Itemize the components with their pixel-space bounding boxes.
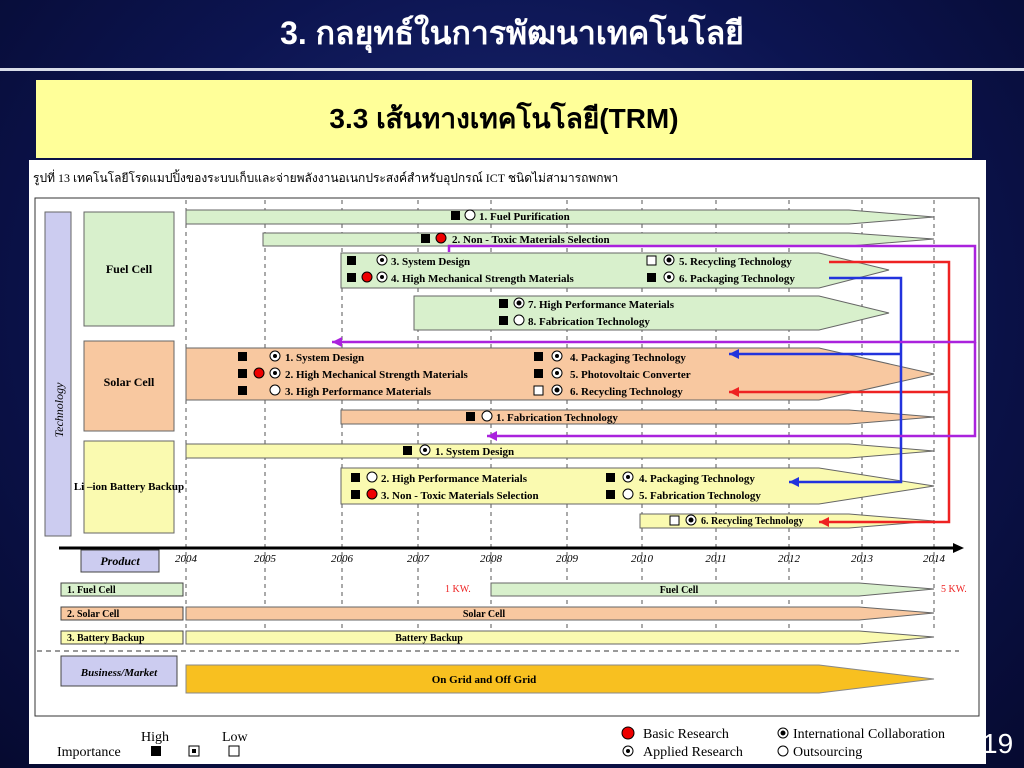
product-bar-battery-label: Battery Backup: [395, 633, 463, 644]
item-non-toxic-bb: 3. Non - Toxic Materials Selection: [381, 490, 539, 502]
product-label: Product: [100, 554, 140, 568]
title-divider: [0, 68, 1024, 71]
year-2012: 2012: [778, 553, 800, 565]
roadmap-caption: รูปที่ 13 เทคโนโลยีโรดแมปปิ้งของระบบเก็บและจ่ายพลังงานอเนกประสงค์สำหรับอุปกรณ์ ICT ชนิดไม่สามารถพกพา: [33, 171, 619, 185]
product-tag-solar-cell-label: 2. Solar Cell: [67, 609, 120, 620]
item-packaging-bb: 4. Packaging Technology: [639, 473, 755, 485]
product-bar-solar-cell: [186, 607, 934, 620]
year-2008: 2008: [480, 553, 502, 565]
bar-fabrication-sc: [341, 410, 934, 424]
year-2006: 2006: [331, 553, 353, 565]
item-fabrication-bb: 5. Fabrication Technology: [639, 490, 761, 502]
technology-label: Technology: [52, 382, 66, 438]
product-bar-fuel-cell: [491, 583, 934, 596]
year-2004: 2004: [175, 553, 197, 565]
slide-subtitle: 3.3 เส้นทางเทคโนโลยี(TRM): [36, 80, 972, 158]
year-2011: 2011: [705, 553, 727, 565]
product-bar-solar-cell-label: Solar Cell: [462, 609, 506, 620]
legend-international: International Collaboration: [793, 727, 946, 742]
item-high-perf-fc: 7. High Performance Materials: [528, 299, 675, 311]
legend-importance: Importance: [57, 745, 121, 760]
category-solar-cell-label: Solar Cell: [103, 375, 155, 389]
product-start-mark: 1 KW.: [445, 584, 471, 595]
business-bar: [186, 665, 934, 693]
product-end-mark: 5 KW.: [941, 584, 967, 595]
year-2014: 2014: [923, 553, 945, 565]
product-tag-fuel-cell-label: 1. Fuel Cell: [67, 585, 116, 596]
legend-basic-icon: [622, 727, 634, 739]
year-2013: 2013: [851, 553, 873, 565]
item-packaging-sc: 4. Packaging Technology: [570, 352, 686, 364]
item-recycling-bb: 6. Recycling Technology: [701, 516, 804, 527]
item-fuel-purification: 1. Fuel Purification: [479, 211, 570, 223]
legend-applied: Applied Research: [643, 745, 743, 760]
item-mech-strength-fc: 4. High Mechanical Strength Materials: [391, 273, 574, 285]
category-battery-label: Li –ion Battery Backup: [73, 481, 185, 493]
item-photovoltaic-sc: 5. Photovoltaic Converter: [570, 369, 691, 381]
legend-high-square: [151, 746, 161, 756]
item-recycling-sc: 6. Recycling Technology: [570, 386, 683, 398]
item-mech-strength-sc: 2. High Mechanical Strength Materials: [285, 369, 468, 381]
technology-roadmap: [29, 160, 986, 764]
legend-outsourcing: Outsourcing: [793, 745, 863, 760]
legend-low: Low: [222, 730, 248, 745]
legend-basic: Basic Research: [643, 727, 729, 742]
product-bar-battery: [186, 631, 934, 644]
item-non-toxic-fc: 2. Non - Toxic Materials Selection: [452, 234, 610, 246]
business-bar-label: On Grid and Off Grid: [431, 674, 537, 686]
item-system-design-sc: 1. System Design: [285, 352, 365, 364]
product-tag-battery-label: 3. Battery Backup: [67, 633, 145, 644]
product-bar-fuel-cell-label: Fuel Cell: [659, 585, 699, 596]
legend-low-square: [229, 746, 239, 756]
year-2010: 2010: [631, 553, 653, 565]
item-high-perf-bb: 2. High Performance Materials: [381, 473, 528, 485]
technology-label-box: [45, 212, 71, 536]
item-packaging-fc: 6. Packaging Technology: [679, 273, 795, 285]
item-system-design-fc: 3. System Design: [391, 256, 471, 268]
item-fabrication-fc: 8. Fabrication Technology: [528, 316, 650, 328]
item-high-perf-sc: 3. High Performance Materials: [285, 386, 432, 398]
item-fabrication-sc: 1. Fabrication Technology: [496, 412, 618, 424]
year-2007: 2007: [407, 553, 429, 565]
year-2009: 2009: [556, 553, 578, 565]
business-label: Business/Market: [80, 667, 158, 679]
page-number: 19: [982, 728, 1014, 759]
year-2005: 2005: [254, 553, 276, 565]
legend-high: High: [141, 730, 169, 745]
category-fuel-cell-label: Fuel Cell: [105, 262, 153, 276]
bar-system-design-bb: [186, 444, 934, 458]
item-system-design-bb: 1. System Design: [435, 446, 515, 458]
item-recycling-fc: 5. Recycling Technology: [679, 256, 792, 268]
slide-title: 3. กลยุทธ์ในการพัฒนาเทคโนโลยี: [280, 14, 744, 51]
legend-outsourcing-icon: [778, 746, 788, 756]
